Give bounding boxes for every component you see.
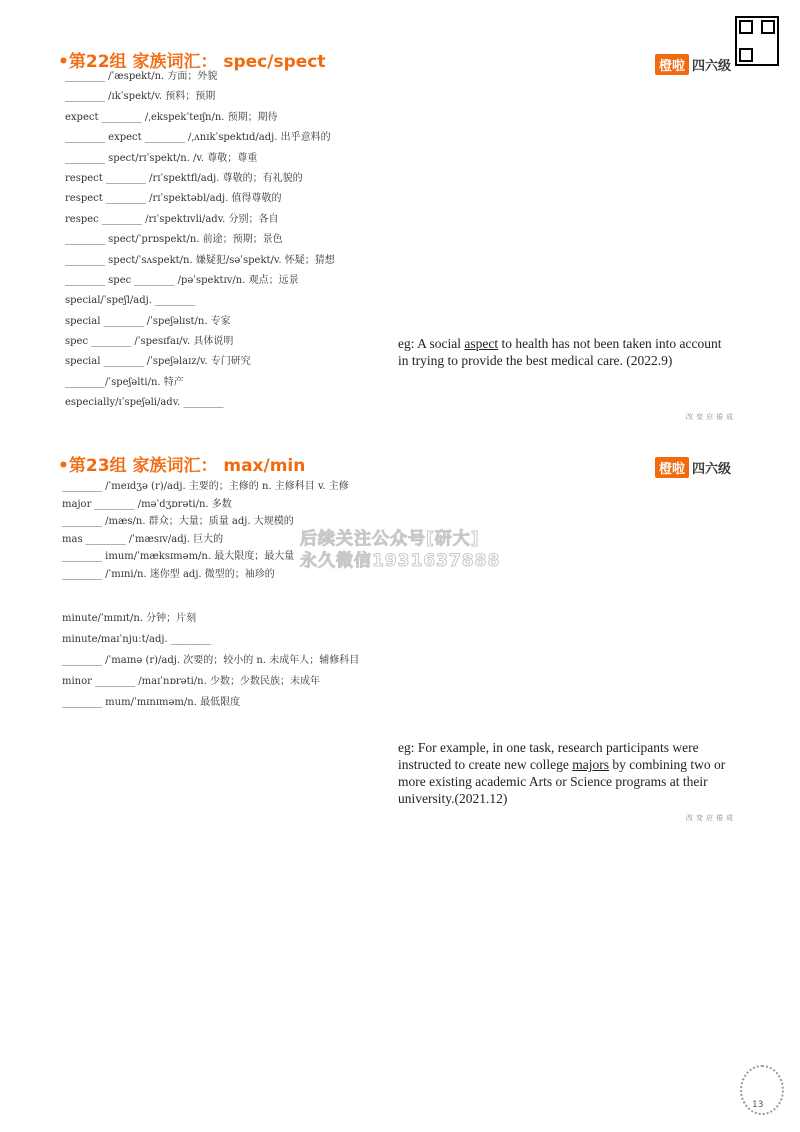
vocab-line: ________ /ˈmeɪdʒə (r)/adj. 主要的；主修的 n. 主修科目 v. 主修: [62, 481, 349, 492]
vocab-line: minute/maɪˈnjuːt/adj. ________: [62, 634, 211, 645]
brand-level: 四六级: [692, 462, 732, 477]
footer-note-22: 改变应倦成: [686, 413, 736, 421]
vocab-line: minor ________ /maɪˈnɒrəti/n. 少数；少数民族；未成年: [62, 676, 320, 687]
qr-code: [735, 16, 779, 66]
vocab-line: expect ________ /ˌekspekˈteɪʃn/n. 预期；期待: [65, 111, 278, 123]
brand-badge: 橙啦: [655, 457, 689, 478]
vocab-line: ________ /ˈmɪni/n. 迷你型 adj. 微型的；袖珍的: [62, 568, 275, 580]
vocab-line: special ________ /ˈspeʃəlɪst/n. 专家: [65, 315, 231, 327]
vocab-line: respect ________ /rɪˈspektəbl/adj. 值得尊敬的: [65, 193, 282, 205]
vocab-list-23: [62, 480, 359, 717]
vocab-line: ________ /ˈæspekt/n. 方面；外貌: [65, 71, 218, 82]
footer-note-23: 改变应倦成: [686, 814, 736, 822]
brand-logo-23: [655, 457, 731, 478]
vocab-line: respect ________ /rɪˈspektfl/adj. 尊敬的；有礼貌的: [65, 172, 303, 184]
vocab-line: ________ spect/ˈprɒspekt/n. 前途；预期；景色: [65, 234, 283, 246]
watermark-line-2: 永久微信1931637888: [300, 551, 501, 571]
vocab-line: mas ________ /ˈmæsɪv/adj. 巨大的: [62, 533, 224, 545]
vocab-line: special ________ /ˈspeʃəlaɪz/v. 专门研究: [65, 356, 251, 368]
page-number: 13: [752, 1100, 764, 1110]
eg-text: by combining two or more existing academic Arts or Science programs at their university.(2021.12): [398, 757, 726, 806]
vocab-line: ________ spect/rɪˈspekt/n. /v. 尊敬；尊重: [65, 152, 258, 164]
vocab-line: spec ________ /ˈspesɪfaɪ/v. 具体说明: [65, 336, 234, 348]
eg-text: eg: A social: [398, 336, 465, 351]
section-title-23: •第23组 家族词汇： max/min: [58, 456, 306, 476]
vocab-line: ________ spec ________ /pəˈspektɪv/n. 观点；远景: [65, 274, 299, 286]
vocab-line: special/ˈspeʃl/adj. ________: [65, 295, 196, 307]
section-title-22: •第22组 家族词汇： spec/spect: [58, 52, 326, 72]
vocab-line: ________ spect/ˈsʌspekt/n. 嫌疑犯/səˈspekt/v. 怀疑；猜想: [65, 254, 335, 266]
example-sentence-22: [398, 335, 728, 369]
brand-level: 四六级: [692, 59, 732, 74]
vocab-line: ________ /ˈmaɪnə (r)/adj. 次要的；较小的 n. 未成年人；辅修科目: [62, 655, 360, 666]
vocab-line: ________ mum/ˈmɪnɪməm/n. 最低限度: [62, 697, 241, 708]
example-sentence-23: [398, 739, 743, 807]
vocab-list-22: [65, 70, 335, 417]
vocab-line: respec ________ /rɪˈspektɪvli/adv. 分别；各自: [65, 213, 279, 225]
watermark-line-1: 后续关注公众号[研大]: [300, 529, 480, 549]
vocab-line: ________/ˈspeʃəlti/n. 特产: [65, 376, 184, 388]
eg-text: eg: For example, in one task, research participants were instructed to create new college: [398, 740, 699, 772]
eg-text: to health has not been taken into account in trying to provide the best medical care. (2022.9): [398, 336, 722, 368]
vocab-line: ________ /ɪkˈspekt/v. 预料；预期: [65, 91, 216, 103]
brand-logo-22: [655, 54, 731, 75]
brand-badge: 橙啦: [655, 54, 689, 75]
vocab-spacer: [62, 585, 359, 612]
vocab-line: ________ expect ________ /ˌʌnɪkˈspektɪd/adj. 出乎意料的: [65, 132, 331, 144]
vocab-line: especially/ɪˈspeʃəli/adv. ________: [65, 397, 224, 409]
vocab-line: major ________ /məˈdʒɒrəti/n. 多数: [62, 498, 232, 510]
eg-keyword: aspect: [464, 336, 499, 351]
vocab-line: ________ /mæs/n. 群众；大量；质量 adj. 大规模的: [62, 516, 294, 527]
vocab-line: minute/ˈmɪnɪt/n. 分钟；片刻: [62, 613, 197, 624]
eg-keyword: majors: [572, 757, 610, 772]
vocab-line: ________ imum/ˈmæksɪməm/n. 最大限度；最大量: [62, 551, 295, 562]
